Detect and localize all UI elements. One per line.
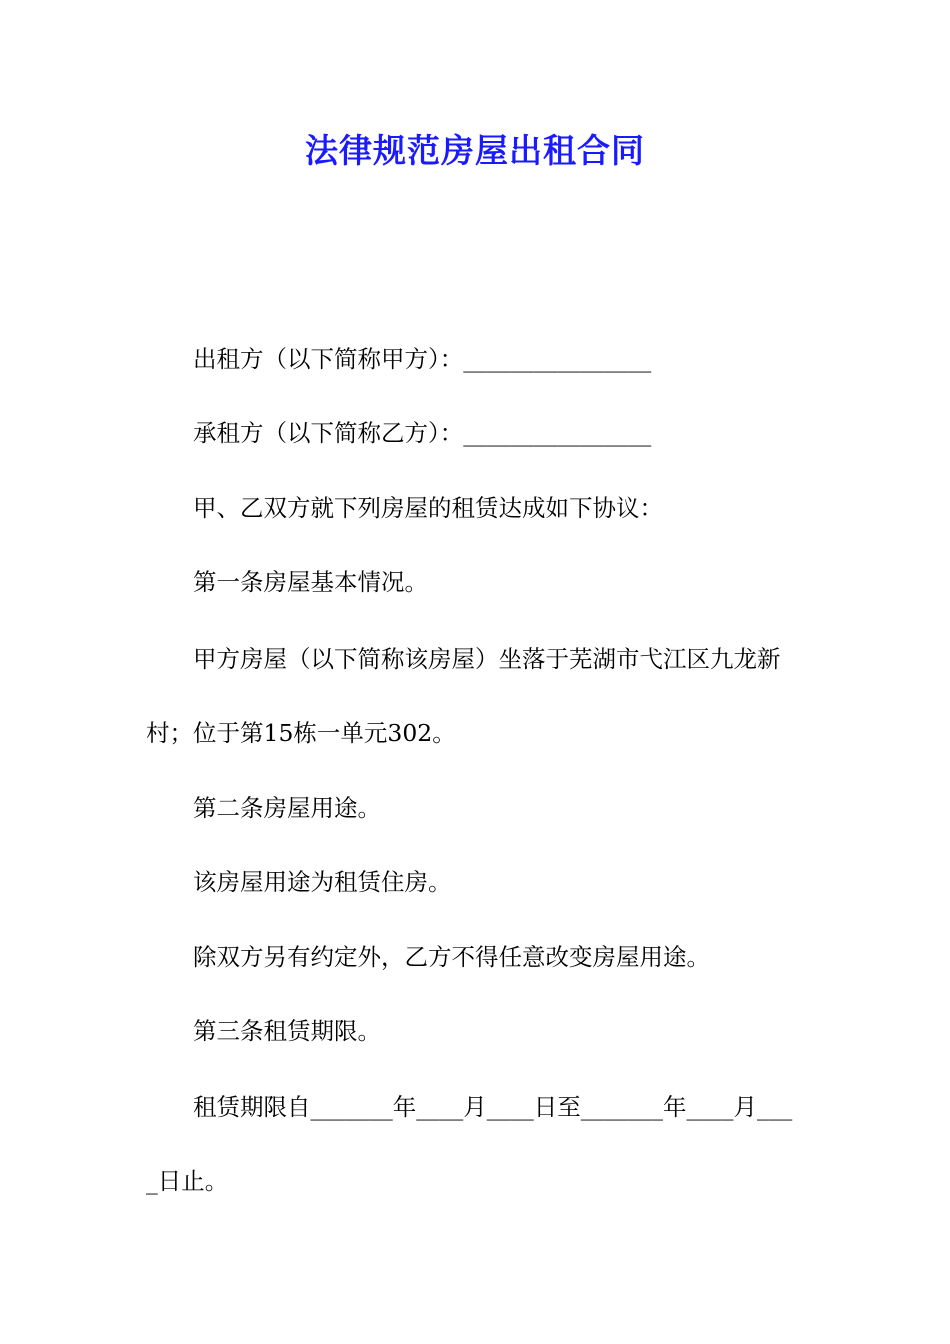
article2-heading: 第二条房屋用途。 xyxy=(193,794,381,822)
article1-text-line2: 村；位于第15栋一单元302。 xyxy=(146,719,456,747)
article2-text1: 该房屋用途为租赁住房。 xyxy=(193,868,452,896)
agreement-intro: 甲、乙双方就下列房屋的租赁达成如下协议： xyxy=(193,494,663,522)
article3-text-line1: 租赁期限自_______年____月____日至_______年____月___ xyxy=(193,1093,793,1121)
article3-text-line2: _日止。 xyxy=(146,1167,229,1195)
article3-heading: 第三条租赁期限。 xyxy=(193,1017,381,1045)
lessor-line: 出租方（以下简称甲方）：________________ xyxy=(193,345,652,373)
article2-text2: 除双方另有约定外，乙方不得任意改变房屋用途。 xyxy=(193,943,710,971)
lessee-line: 承租方（以下简称乙方）：________________ xyxy=(193,419,652,447)
article1-text-line1: 甲方房屋（以下简称该房屋）坐落于芜湖市弋江区九龙新 xyxy=(193,645,781,673)
article1-heading: 第一条房屋基本情况。 xyxy=(193,568,428,596)
document-title: 法律规范房屋出租合同 xyxy=(305,131,645,170)
